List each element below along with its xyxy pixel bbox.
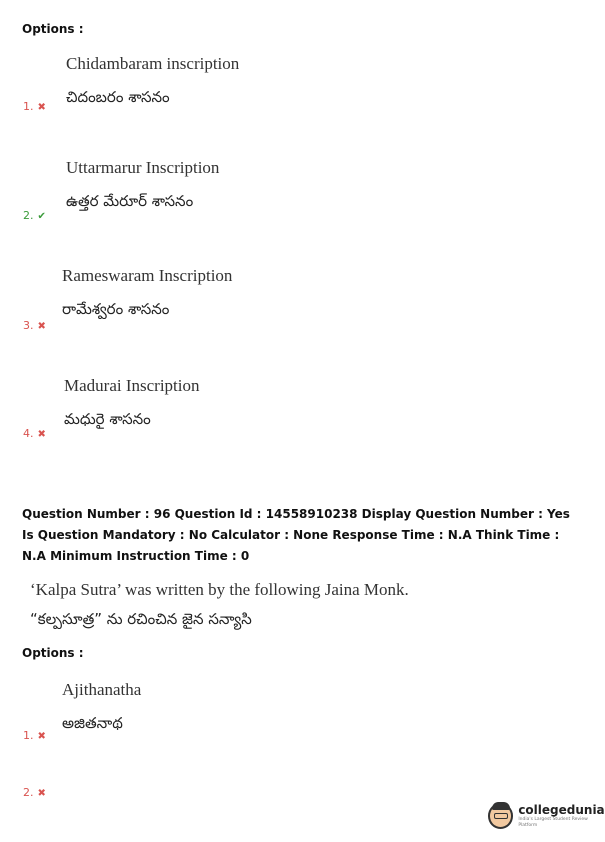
option-1-number: 1. ✖ (23, 729, 46, 742)
wrong-icon: ✖ (37, 788, 46, 799)
question-metadata: Question Number : 96 Question Id : 14558910238 Display Question Number : Yes Is Question Mandatory : No Calculator : None Response Time : N.A Think Time : N.A Minimum Instruction Time : 0 (22, 507, 570, 563)
option-1-english: Chidambaram inscription (66, 54, 240, 73)
logo-name: collegedunia (518, 802, 605, 817)
option-1-telugu: అజితనాథ (62, 714, 123, 732)
option-2-number: 2. ✔ (23, 209, 46, 222)
options-heading: Options : (22, 22, 84, 36)
option-3-telugu: రామేశ్వరం శాసనం (62, 300, 170, 318)
option-1-telugu: చిదంబరం శాసనం (66, 88, 170, 106)
option-3-english: Rameswaram Inscription (62, 266, 233, 285)
option-1-english: Ajithanatha (62, 680, 142, 699)
option-4-english: Madurai Inscription (64, 376, 200, 395)
option-4-telugu: మధురై శాసనం (64, 410, 151, 428)
wrong-icon: ✖ (37, 731, 46, 742)
option-2-telugu: ఉత్తర మేరూర్ శాసనం (66, 192, 194, 210)
option-4-number: 4. ✖ (23, 427, 46, 440)
wrong-icon: ✖ (37, 102, 46, 113)
option-2-number: 2. ✖ (23, 786, 46, 799)
options-heading: Options : (22, 646, 84, 660)
logo-tagline: India's Largest Student Review Platform (518, 816, 588, 828)
wrong-icon: ✖ (37, 321, 46, 332)
mascot-icon (488, 803, 513, 829)
correct-icon: ✔ (37, 211, 46, 222)
question-text-telugu: “కల్పసూత్ర” ను రచించిన జైన సన్యాసి (30, 610, 252, 628)
option-1-number: 1. ✖ (23, 100, 46, 113)
question-text-english: ‘Kalpa Sutra’ was written by the following Jaina Monk. (30, 580, 409, 599)
collegedunia-logo (488, 803, 605, 829)
option-3-number: 3. ✖ (23, 319, 46, 332)
option-2-english: Uttarmarur Inscription (66, 158, 220, 177)
wrong-icon: ✖ (37, 429, 46, 440)
